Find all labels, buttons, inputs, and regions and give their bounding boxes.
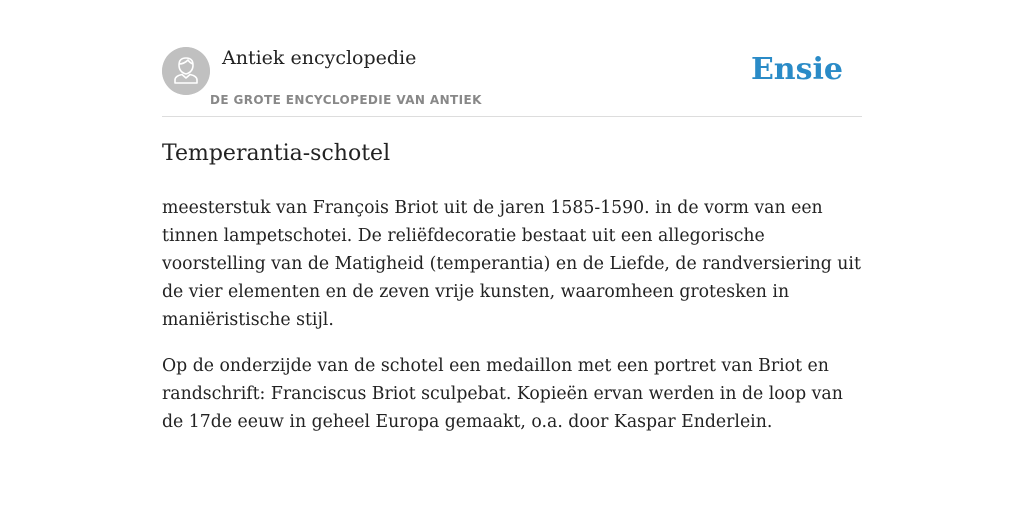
brand-logo[interactable]: Ensie	[750, 52, 843, 87]
site-title[interactable]: Antiek encyclopedie	[222, 47, 417, 69]
article-title: Temperantia-schotel	[162, 141, 391, 166]
article	[162, 138, 862, 454]
user-avatar-icon[interactable]	[162, 47, 210, 95]
article-paragraph-2: Op de onderzijde van de schotel een medaillon met een portret van Briot en randschrift: Franciscus Briot sculpebat. Kopieën ervan werden in de loop van de 17de eeuw in geheel Europa gemaakt, o.a. door Kaspar Enderlein.	[162, 356, 843, 432]
article-paragraph-1: meesterstuk van François Briot uit de jaren 1585-1590. in de vorm van een tinnen lampetschotei. De reliëfdecoratie bestaat uit een allegorische voorstelling van de Matigheid (temperantia) en de Liefde, de randversiering uit de vier elementen en de zeven vrije kunsten, waaromheen grotesken in maniëristische stijl.	[162, 198, 861, 330]
header	[162, 46, 862, 117]
site-subtitle: DE GROTE ENCYCLOPEDIE VAN ANTIEK	[210, 93, 482, 107]
